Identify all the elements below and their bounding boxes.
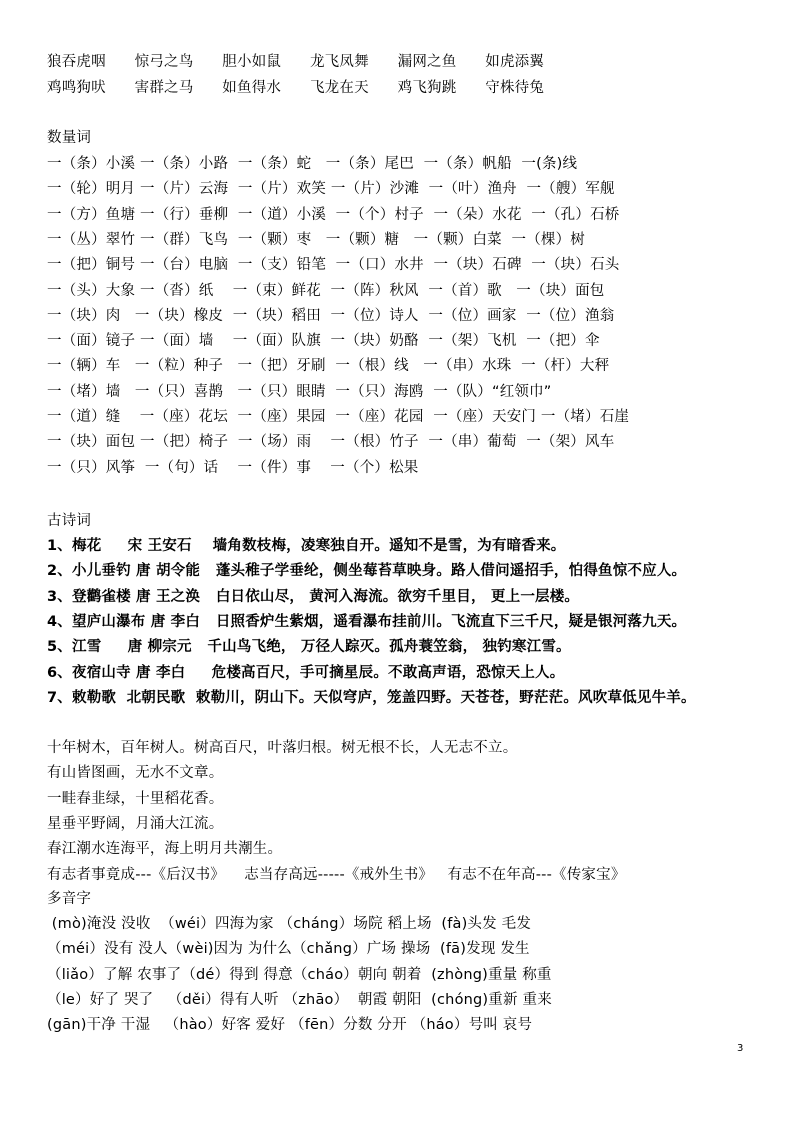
measure-word-line: 一（把）铜号 一（台）电脑 一（支）铅笔 一（口）水井 一（块）石碑 一（块）石头 <box>47 257 620 274</box>
idiom-line: 狼吞虎咽 惊弓之鸟 胆小如鼠 龙飞凤舞 漏网之鱼 如虎添翼 <box>47 54 545 70</box>
measure-word-line: 一（堵）墙 一（只）喜鹊 一（只）眼睛 一（只）海鸥 一（队）“红领巾” <box>47 383 552 400</box>
page-number: 3 <box>737 1043 744 1054</box>
measure-word-line: 一（轮）明月 一（片）云海 一（片）欢笑 一（片）沙滩 一（叶）渔舟 一（艘）军舰 <box>47 181 615 198</box>
measure-word-line: 一（只）风筝 一（句）话 一（件）事 一（个）松果 <box>47 459 419 476</box>
section-title-poems: 古诗词 <box>47 513 92 529</box>
poem-line: 1、梅花 宋 王安石 墙角数枝梅，凌寒独自开。遥知不是雪，为有暗香来。 <box>47 538 566 554</box>
saying-line: 一畦春韭绿，十里稻花香。 <box>47 790 224 807</box>
poem-line: 3、登鹳雀楼 唐 王之涣 白日依山尽， 黄河入海流。欲穷千里目， 更上一层楼。 <box>47 588 580 605</box>
measure-word-line: 一（方）鱼塘 一（行）垂柳 一（道）小溪 一（个）村子 一（朵）水花 一（孔）石桥 <box>47 206 620 223</box>
polyphone-line: (mò)淹没 没收 （wéi）四海为家 （cháng）场院 稻上场 (fà)头发 毛发 <box>47 916 532 932</box>
measure-word-line: 一（辆）车 一（粒）种子 一（把）牙刷 一（根）线 一（串）水珠 一（杆）大秤 <box>47 358 610 375</box>
saying-line: 十年树木，百年树人。树高百尺，叶落归根。树无根不长，人无志不立。 <box>47 740 518 756</box>
poem-line: 7、敕勒歌 北朝民歌 敕勒川，阴山下。天似穹庐，笼盖四野。天苍苍，野茫茫。风吹草低见牛羊。 <box>47 689 696 706</box>
saying-line: 星垂平野阔，月涌大江流。 <box>47 815 224 832</box>
section-title-measure-words: 数量词 <box>47 130 92 146</box>
saying-line: 有志者事竟成---《后汉书》 志当存高远-----《戒外生书》 有志不在年高---《传家宝》 <box>47 866 626 883</box>
polyphone-line: （le）好了 哭了 （děi）得有人听 （zhāo） 朝霞 朝阳 (chóng)重新 重来 <box>47 991 552 1008</box>
poem-line: 6、夜宿山寺 唐 李白 危楼高百尺，手可摘星辰。不敢高声语，恐惊天上人。 <box>47 664 565 681</box>
section-title-polyphones: 多音字 <box>47 891 92 907</box>
measure-word-line: 一（头）大象 一（沓）纸 一（束）鲜花 一（阵）秋风 一（首）歌 一（块）面包 <box>47 282 605 299</box>
measure-word-line: 一（面）镜子 一（面）墙 一（面）队旗 一（块）奶酪 一（架）飞机 一（把）伞 <box>47 333 600 350</box>
saying-line: 春江潮水连海平，海上明月共潮生。 <box>47 841 283 858</box>
idiom-line: 鸡鸣狗吠 害群之马 如鱼得水 飞龙在天 鸡飞狗跳 守株待兔 <box>47 79 545 96</box>
measure-word-line: 一（条）小溪 一（条）小路 一（条）蛇 一（条）尾巴 一（条）帆船 一(条)线 <box>47 156 578 172</box>
poem-line: 5、江雪 唐 柳宗元 千山鸟飞绝， 万径人踪灭。孤舟蓑笠翁， 独钓寒江雪。 <box>47 639 571 656</box>
measure-word-line: 一（块）肉 一（块）橡皮 一（块）稻田 一（位）诗人 一（位）画家 一（位）渔翁 <box>47 307 615 324</box>
poem-line: 4、望庐山瀑布 唐 李白 日照香炉生紫烟，遥看瀑布挂前川。飞流直下三千尺，疑是银河落九天。 <box>47 613 687 630</box>
polyphone-line: (gān)干净 干湿 （hào）好客 爱好 （fēn）分数 分开 （háo）号叫 哀号 <box>47 1017 533 1034</box>
measure-word-line: 一（块）面包 一（把）椅子 一（场）雨 一（根）竹子 一（串）葡萄 一（架）风车 <box>47 434 615 451</box>
poem-line: 2、小儿垂钓 唐 胡令能 蓬头稚子学垂纶，侧坐莓苔草映身。路人借问遥招手，怕得鱼惊不应人。 <box>47 563 687 580</box>
measure-word-line: 一（道）缝 一（座）花坛 一（座）果园 一（座）花园 一（座）天安门 一（堵）石崖 <box>47 409 630 425</box>
polyphone-line: （liǎo）了解 农事了（dé）得到 得意（cháo）朝向 朝着 (zhòng)重量 称重 <box>47 966 552 983</box>
polyphone-line: （méi）没有 没人（wèi)因为 为什么（chǎng）广场 操场 (fā)发现 发生 <box>47 941 530 958</box>
saying-line: 有山皆图画，无水不文章。 <box>47 765 224 782</box>
measure-word-line: 一（丛）翠竹 一（群）飞鸟 一（颗）枣 一（颗）糖 一（颗）白菜 一（棵）树 <box>47 231 585 248</box>
